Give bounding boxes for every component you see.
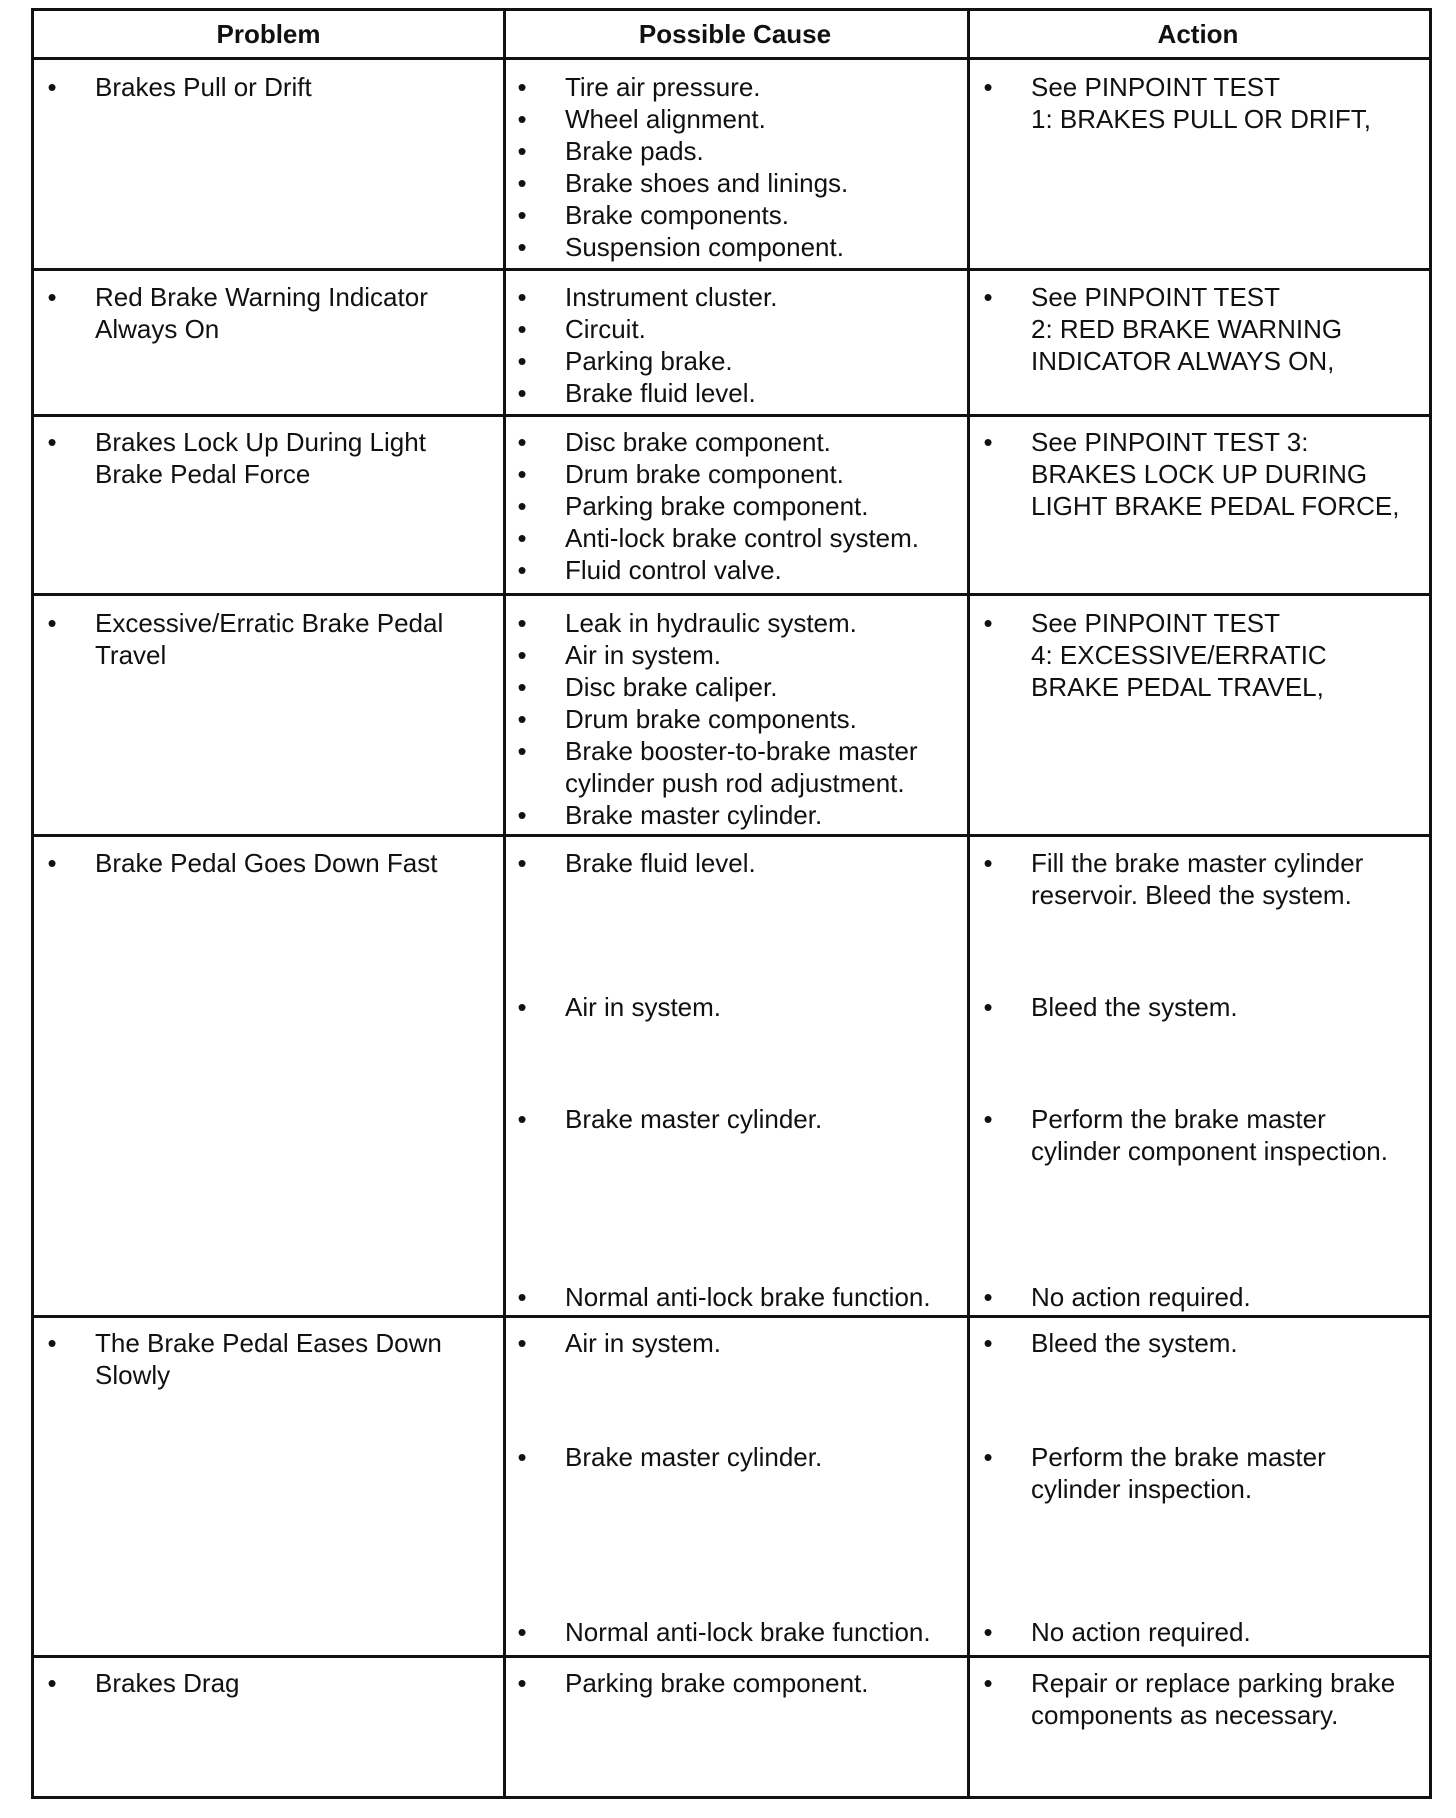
bullet-icon: • xyxy=(517,608,527,638)
header-divider xyxy=(34,57,1429,60)
bullet-icon: • xyxy=(517,523,527,553)
action-item-text-line: 1: BRAKES PULL OR DRIFT, xyxy=(1031,104,1372,134)
row-divider xyxy=(34,1315,1429,1318)
cause-item-text-line: Normal anti-lock brake function. xyxy=(565,1282,931,1312)
action-item-text-line: No action required. xyxy=(1031,1282,1251,1312)
problem-cell-text-line: Brake Pedal Goes Down Fast xyxy=(95,848,438,878)
bullet-icon: • xyxy=(517,200,527,230)
diagnosis-table xyxy=(31,8,1432,1799)
cause-item-text-line: Disc brake component. xyxy=(565,427,831,457)
bullet-icon: • xyxy=(47,427,57,457)
action-item-text-line: BRAKES LOCK UP DURING xyxy=(1031,459,1368,489)
bullet-icon: • xyxy=(517,848,527,878)
bullet-icon: • xyxy=(517,1282,527,1312)
action-item-text-line: Repair or replace parking brake xyxy=(1031,1668,1396,1698)
action-item-text-line: components as necessary. xyxy=(1031,1700,1339,1730)
bullet-icon: • xyxy=(517,672,527,702)
cause-item-text-line: Disc brake caliper. xyxy=(565,672,778,702)
column-divider xyxy=(503,11,506,1796)
bullet-icon: • xyxy=(47,1668,57,1698)
bullet-icon: • xyxy=(983,1104,993,1134)
bullet-icon: • xyxy=(517,104,527,134)
bullet-icon: • xyxy=(517,1104,527,1134)
bullet-icon: • xyxy=(517,232,527,262)
cause-item-text-line: Parking brake component. xyxy=(565,1668,869,1698)
header-problem: Problem xyxy=(216,18,321,49)
problem-cell-text-line: Slowly xyxy=(95,1360,171,1390)
cause-item-text-line: Brake master cylinder. xyxy=(565,1104,823,1134)
cause-item-text-line: Brake components. xyxy=(565,200,790,230)
problem-cell-text-line: The Brake Pedal Eases Down xyxy=(95,1328,442,1358)
cause-item-text-line: Instrument cluster. xyxy=(565,282,778,312)
action-item-text-line: See PINPOINT TEST 3: xyxy=(1031,427,1309,457)
action-item-text-line: cylinder component inspection. xyxy=(1031,1136,1388,1166)
row-divider xyxy=(34,593,1429,596)
cause-item-text-line: cylinder push rod adjustment. xyxy=(565,768,905,798)
problem-cell-text-line: Brakes Pull or Drift xyxy=(95,72,312,102)
action-item-text-line: See PINPOINT TEST xyxy=(1031,72,1281,102)
bullet-icon: • xyxy=(517,1442,527,1472)
bullet-icon: • xyxy=(517,168,527,198)
row-divider xyxy=(34,414,1429,417)
bullet-icon: • xyxy=(517,282,527,312)
cause-item-text-line: Suspension component. xyxy=(565,232,844,262)
action-item-text-line: Fill the brake master cylinder xyxy=(1031,848,1364,878)
cause-item-text-line: Fluid control valve. xyxy=(565,555,782,585)
cause-item-text-line: Normal anti-lock brake function. xyxy=(565,1617,931,1647)
bullet-icon: • xyxy=(517,736,527,766)
bullet-icon: • xyxy=(517,346,527,376)
action-item-text-line: 4: EXCESSIVE/ERRATIC xyxy=(1031,640,1327,670)
bullet-icon: • xyxy=(983,427,993,457)
bullet-icon: • xyxy=(983,608,993,638)
bullet-icon: • xyxy=(517,1617,527,1647)
bullet-icon: • xyxy=(983,1282,993,1312)
cause-item-text-line: Brake shoes and linings. xyxy=(565,168,849,198)
bullet-icon: • xyxy=(517,704,527,734)
bullet-icon: • xyxy=(517,378,527,408)
bullet-icon: • xyxy=(47,282,57,312)
cause-item-text-line: Brake fluid level. xyxy=(565,378,756,408)
cause-item-text-line: Leak in hydraulic system. xyxy=(565,608,857,638)
cause-item-text-line: Brake master cylinder. xyxy=(565,800,823,830)
bullet-icon: • xyxy=(983,1442,993,1472)
cause-item-text-line: Drum brake component. xyxy=(565,459,844,489)
action-item-text-line: Bleed the system. xyxy=(1031,1328,1238,1358)
action-item-text-line: No action required. xyxy=(1031,1617,1251,1647)
bullet-icon: • xyxy=(47,1328,57,1358)
problem-cell-text-line: Brake Pedal Force xyxy=(95,459,311,489)
bullet-icon: • xyxy=(517,72,527,102)
bullet-icon: • xyxy=(983,992,993,1022)
bullet-icon: • xyxy=(517,314,527,344)
action-item-text-line: BRAKE PEDAL TRAVEL, xyxy=(1031,672,1324,702)
action-item-text-line: See PINPOINT TEST xyxy=(1031,608,1281,638)
action-item-text-line: Bleed the system. xyxy=(1031,992,1238,1022)
action-item-text-line: Perform the brake master xyxy=(1031,1442,1326,1472)
bullet-icon: • xyxy=(983,1328,993,1358)
cause-item-text-line: Parking brake component. xyxy=(565,491,869,521)
action-item-text-line: See PINPOINT TEST xyxy=(1031,282,1281,312)
cause-item-text-line: Wheel alignment. xyxy=(565,104,766,134)
bullet-icon: • xyxy=(517,427,527,457)
cause-item-text-line: Brake booster-to-brake master xyxy=(565,736,918,766)
bullet-icon: • xyxy=(47,72,57,102)
cause-item-text-line: Air in system. xyxy=(565,640,722,670)
bullet-icon: • xyxy=(983,72,993,102)
action-item-text-line: Perform the brake master xyxy=(1031,1104,1326,1134)
row-divider xyxy=(34,1655,1429,1658)
header-possible-cause: Possible Cause xyxy=(638,18,832,49)
action-item-text-line: LIGHT BRAKE PEDAL FORCE, xyxy=(1031,491,1400,521)
bullet-icon: • xyxy=(983,848,993,878)
column-divider xyxy=(967,11,970,1796)
cause-item-text-line: Drum brake components. xyxy=(565,704,857,734)
bullet-icon: • xyxy=(983,1668,993,1698)
bullet-icon: • xyxy=(517,459,527,489)
cause-item-text-line: Anti-lock brake control system. xyxy=(565,523,920,553)
bullet-icon: • xyxy=(517,1668,527,1698)
problem-cell-text-line: Brakes Drag xyxy=(95,1668,240,1698)
bullet-icon: • xyxy=(47,848,57,878)
bullet-icon: • xyxy=(517,640,527,670)
action-item-text-line: cylinder inspection. xyxy=(1031,1474,1253,1504)
row-divider xyxy=(34,834,1429,837)
cause-item-text-line: Brake fluid level. xyxy=(565,848,756,878)
action-item-text-line: reservoir. Bleed the system. xyxy=(1031,880,1352,910)
cause-item-text-line: Tire air pressure. xyxy=(565,72,761,102)
problem-cell-text-line: Always On xyxy=(95,314,220,344)
problem-cell-text-line: Excessive/Erratic Brake Pedal xyxy=(95,608,444,638)
cause-item-text-line: Air in system. xyxy=(565,1328,722,1358)
bullet-icon: • xyxy=(517,555,527,585)
bullet-icon: • xyxy=(47,608,57,638)
cause-item-text-line: Parking brake. xyxy=(565,346,733,376)
bullet-icon: • xyxy=(983,1617,993,1647)
bullet-icon: • xyxy=(517,491,527,521)
cause-item-text-line: Brake master cylinder. xyxy=(565,1442,823,1472)
row-divider xyxy=(34,268,1429,271)
cause-item-text-line: Air in system. xyxy=(565,992,722,1022)
bullet-icon: • xyxy=(517,136,527,166)
problem-cell-text-line: Red Brake Warning Indicator xyxy=(95,282,428,312)
problem-cell-text-line: Brakes Lock Up During Light xyxy=(95,427,426,457)
problem-cell-text-line: Travel xyxy=(95,640,167,670)
action-item-text-line: INDICATOR ALWAYS ON, xyxy=(1031,346,1335,376)
header-action: Action xyxy=(1157,18,1239,49)
bullet-icon: • xyxy=(517,800,527,830)
bullet-icon: • xyxy=(517,1328,527,1358)
bullet-icon: • xyxy=(983,282,993,312)
cause-item-text-line: Circuit. xyxy=(565,314,646,344)
action-item-text-line: 2: RED BRAKE WARNING xyxy=(1031,314,1343,344)
bullet-icon: • xyxy=(517,992,527,1022)
cause-item-text-line: Brake pads. xyxy=(565,136,704,166)
